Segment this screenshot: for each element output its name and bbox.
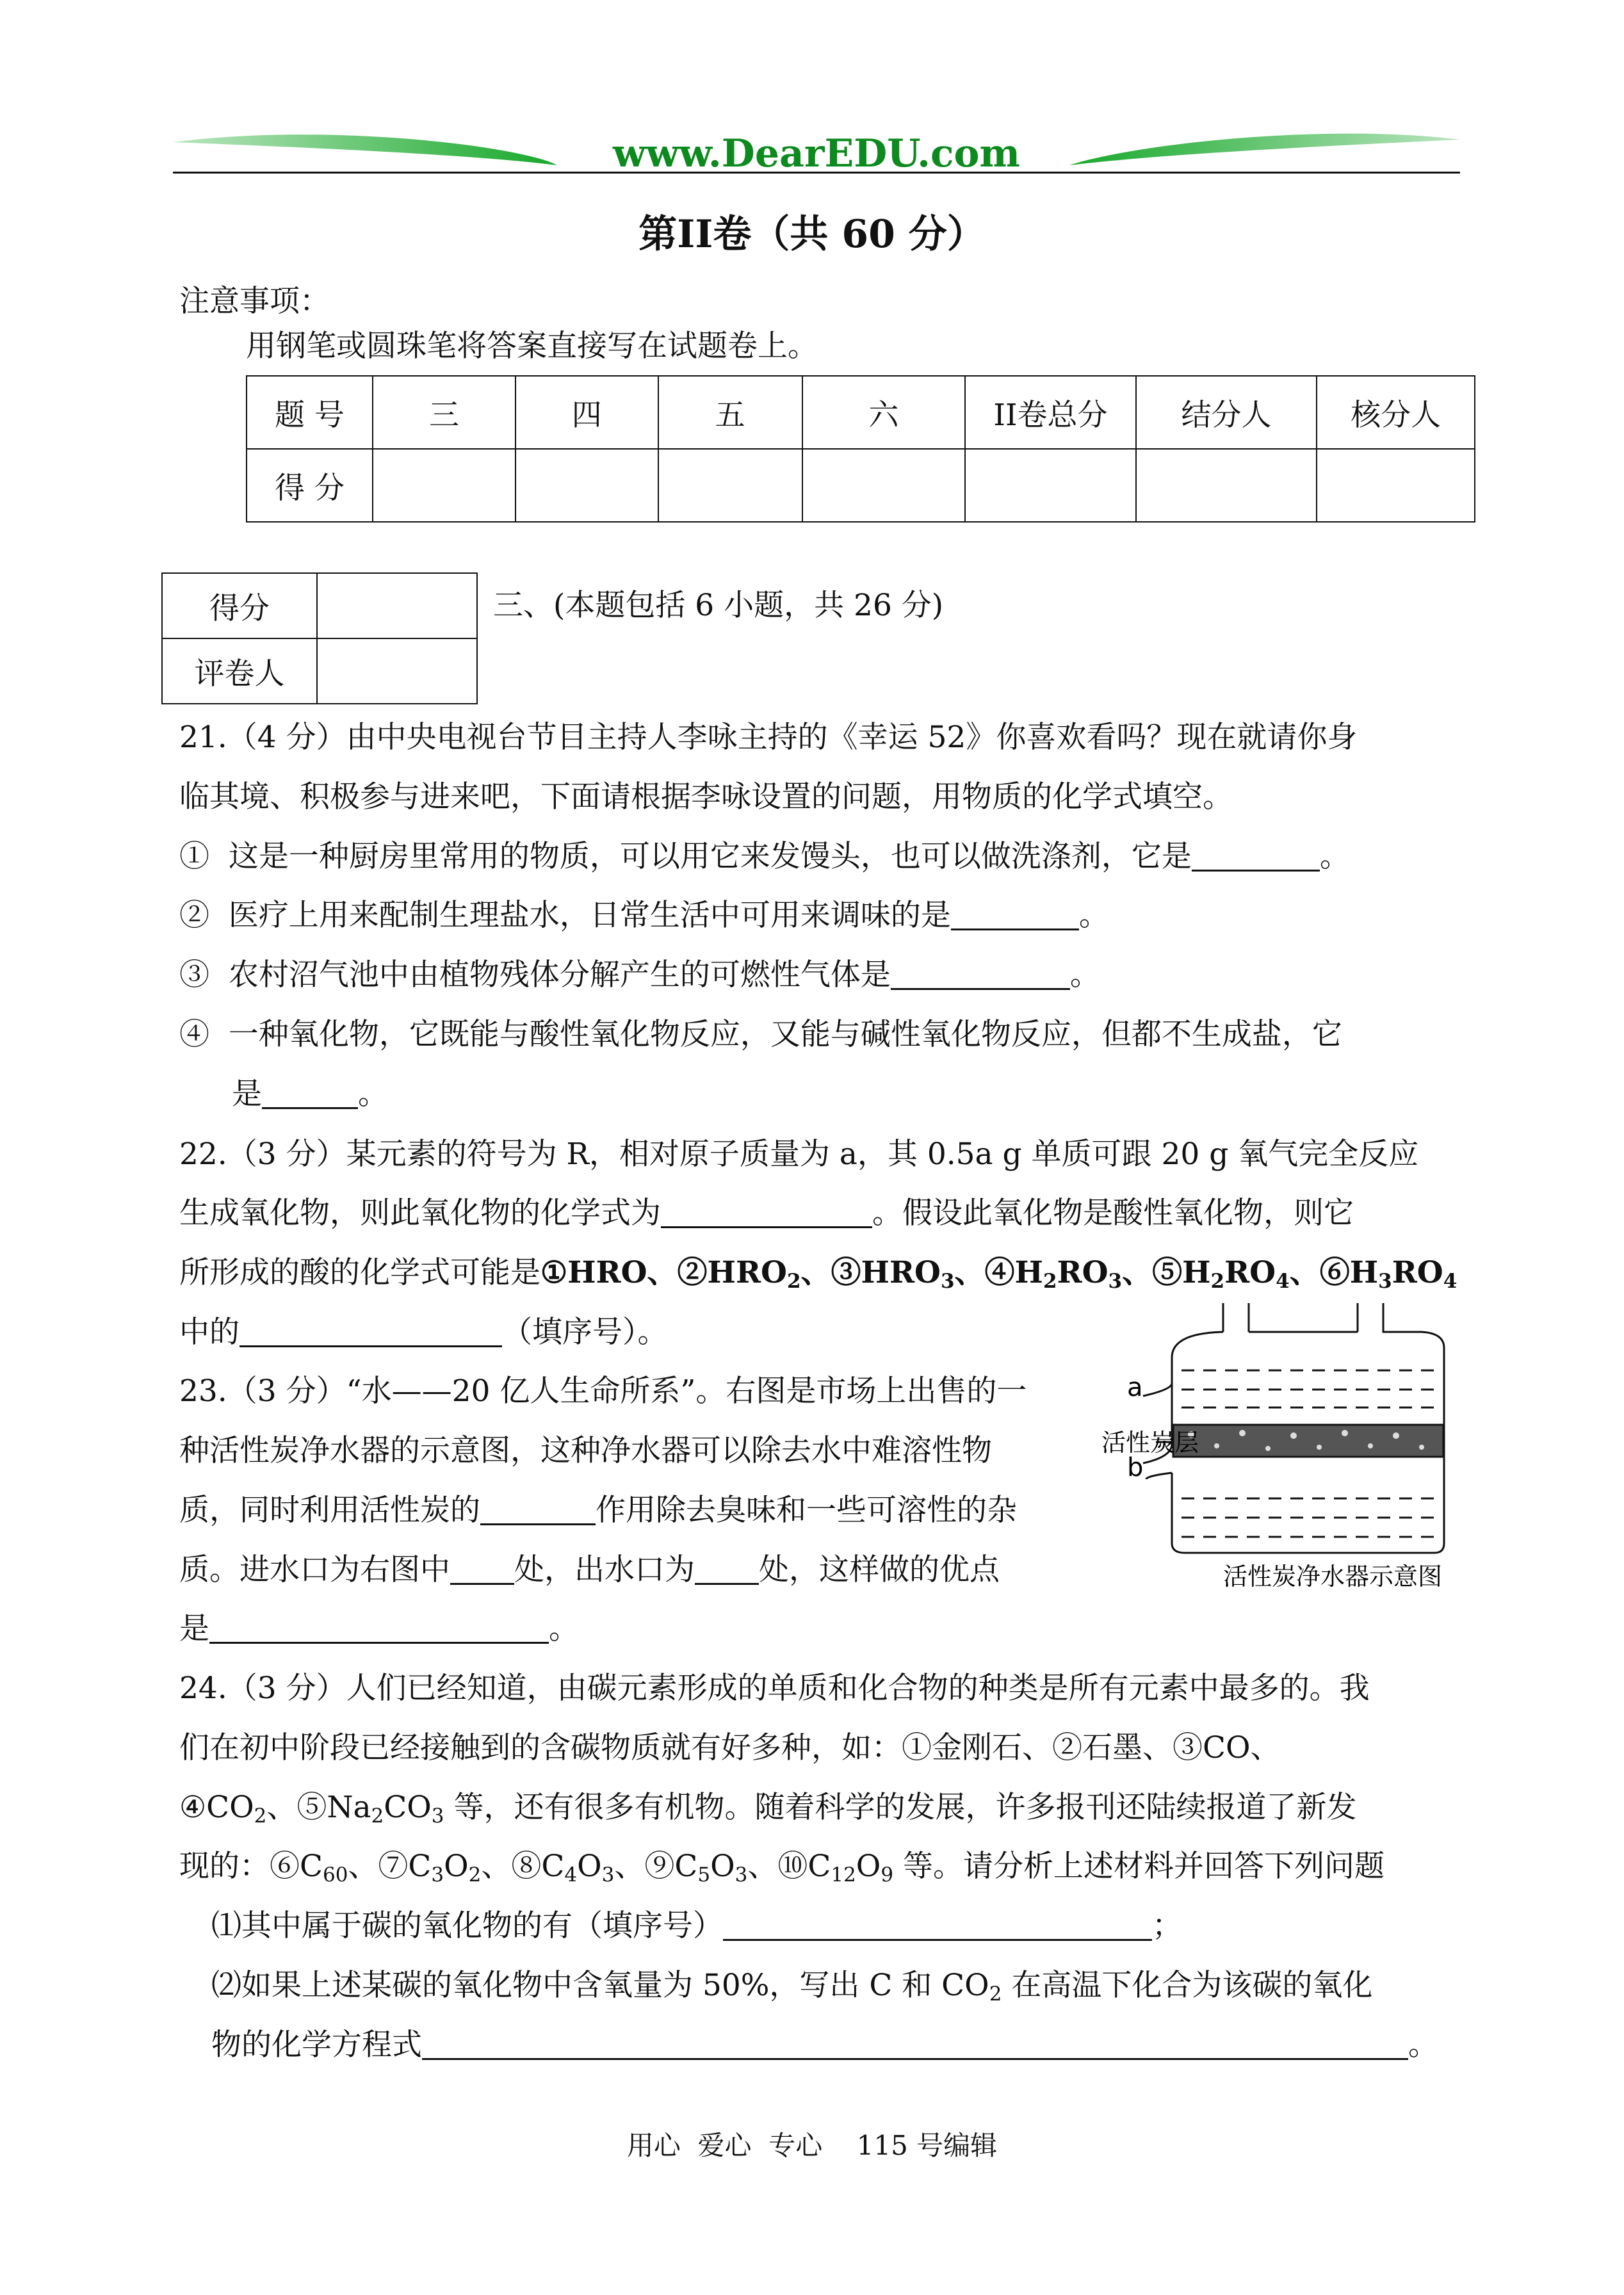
answer-blank[interactable] [951, 900, 1079, 930]
q23-line5: 是 。 [179, 1611, 579, 1646]
answer-blank[interactable] [480, 1495, 596, 1525]
score-cell[interactable] [802, 449, 966, 522]
answer-blank[interactable] [661, 1198, 872, 1228]
section-score-cell[interactable] [317, 573, 477, 638]
answer-blank[interactable] [422, 2030, 1408, 2060]
section-grader-cell[interactable] [317, 638, 477, 704]
figure-layer-label: 活性炭层 [1101, 1429, 1199, 1457]
section-score-box [161, 572, 478, 704]
page-footer: 用心 爱心 专心 115 号编辑 [626, 2130, 998, 2161]
q23-line4: 质。进水口为右图中 处，出水口为 处，这样做的优点 [179, 1552, 1000, 1587]
q24-sub2-cont: 物的化学方程式 。 [211, 2027, 1438, 2063]
answer-blank[interactable] [1192, 841, 1320, 872]
score-header-cell: 三 [373, 376, 516, 449]
q22-line3: 所形成的酸的化学式可能是①HRO、$②HRO_2$、$③HRO_3$、$④H_2RO_3$、$⑤H_2RO_4$、$⑥H_3RO_4$ [179, 1255, 1458, 1293]
figure-caption: 活性炭净水器示意图 [1223, 1562, 1443, 1588]
q21-item-3: ③ 农村沼气池中由植物残体分解产生的可燃性气体是 。 [179, 957, 1100, 993]
score-table-score-row [247, 449, 1475, 522]
q22-line4: 中的 （填序号）。 [179, 1315, 668, 1350]
figure-label-a: a [1127, 1373, 1143, 1402]
header-site-text: www.DearEDU.com [612, 131, 1021, 173]
q21-item-4: ④ 一种氧化物，它既能与酸性氧化物反应，又能与碱性氧化物反应，但都不生成盐，它 [179, 1017, 1342, 1052]
score-header-cell: 核分人 [1317, 376, 1475, 449]
score-cell[interactable] [516, 449, 658, 522]
carbon-layer [1173, 1425, 1443, 1457]
answer-blank[interactable] [891, 960, 1070, 990]
answer-blank[interactable] [450, 1555, 514, 1585]
score-cell[interactable] [1136, 449, 1317, 522]
q24-sub1: ⑴其中属于碳的氧化物的有（填序号） ； [211, 1908, 1182, 1943]
header-logo [173, 128, 1460, 173]
score-cell[interactable] [373, 449, 516, 522]
score-header-cell: 题 号 [247, 376, 373, 449]
q22-line1: 22.（3 分）某元素的符号为 R，相对原子质量为 a，其 0.5a g 单质可跟 20 g 氧气完全反应 [179, 1137, 1419, 1172]
q23-line3: 质，同时利用活性炭的 作用除去臭味和一些可溶性的杂 [179, 1493, 1017, 1528]
score-header-cell: 结分人 [1136, 376, 1317, 449]
answer-blank[interactable] [723, 1911, 1152, 1941]
score-header-cell: II卷总分 [965, 376, 1136, 449]
figure-label-b: b [1127, 1453, 1144, 1482]
water-purifier-figure [1101, 1300, 1473, 1588]
header-rule [173, 172, 1460, 174]
score-cell[interactable] [965, 449, 1136, 522]
q21-line1: 21.（4 分）由中央电视台节目主持人李咏主持的《幸运 52》你喜欢看吗？现在就请你身 [179, 720, 1358, 755]
section-score-label: 得分 [162, 573, 317, 638]
score-header-cell: 六 [802, 376, 966, 449]
score-header-cell: 四 [516, 376, 658, 449]
answer-blank[interactable] [262, 1079, 358, 1109]
notice-text: 用钢笔或圆珠笔将答案直接写在试题卷上。 [246, 328, 818, 364]
answer-blank[interactable] [695, 1555, 759, 1585]
page-title: 第II卷（共 60 分） [638, 212, 986, 257]
section-grader-label: 评卷人 [162, 638, 317, 704]
section-title: 三、(本题包括 6 小题，共 26 分) [493, 588, 944, 623]
answer-blank[interactable] [240, 1317, 502, 1347]
notice-heading: 注意事项： [179, 284, 330, 319]
score-cell[interactable] [1317, 449, 1475, 522]
q23-line2: 种活性炭净水器的示意图，这种净水器可以除去水中难溶性物 [179, 1433, 992, 1468]
q21-line2: 临其境、积极参与进来吧，下面请根据李咏设置的问题，用物质的化学式填空。 [179, 779, 1233, 815]
q24-line3: $④CO_2$、$⑤Na_2CO_3$ 等，还有很多有机物。随着科学的发展，许多报刊还陆续报道了新发 [179, 1790, 1357, 1828]
answer-blank[interactable] [209, 1614, 549, 1644]
score-row-label: 得 分 [247, 449, 373, 522]
q24-line1: 24.（3 分）人们已经知道，由碳元素形成的单质和化合物的种类是所有元素中最多的。我 [179, 1671, 1370, 1706]
score-cell[interactable] [658, 449, 802, 522]
q24-line4: 现的：$⑥C_{60}$、$⑦C_3O_2$、$⑧C_4O_3$、$⑨C_5O_3$、$⑩C_{12}O_9$ 等。请分析上述材料并回答下列问题 [179, 1849, 1385, 1886]
score-table [246, 375, 1475, 523]
score-table-header-row [247, 376, 1475, 449]
q21-item-4-cont: 是 。 [232, 1076, 388, 1112]
q24-line2: 们在初中阶段已经接触到的含碳物质就有好多种，如：①金刚石、②石墨、③CO、 [179, 1730, 1281, 1765]
score-header-cell: 五 [658, 376, 802, 449]
q21-item-1: ① 这是一种厨房里常用的物质，可以用它来发馒头，也可以做洗涤剂，它是 。 [179, 839, 1350, 874]
q22-line2: 生成氧化物，则此氧化物的化学式为 。假设此氧化物是酸性氧化物，则它 [179, 1196, 1354, 1231]
q24-sub2: ⑵如果上述某碳的氧化物中含氧量为 50%，写出 C 和 $CO_2$ 在高温下化合为该碳的氧化 [211, 1968, 1373, 2006]
q21-item-2: ② 医疗上用来配制生理盐水，日常生活中可用来调味的是 。 [179, 898, 1109, 933]
q23-line1: 23.（3 分）“水——20 亿人生命所系”。右图是市场上出售的一 [179, 1374, 1027, 1409]
